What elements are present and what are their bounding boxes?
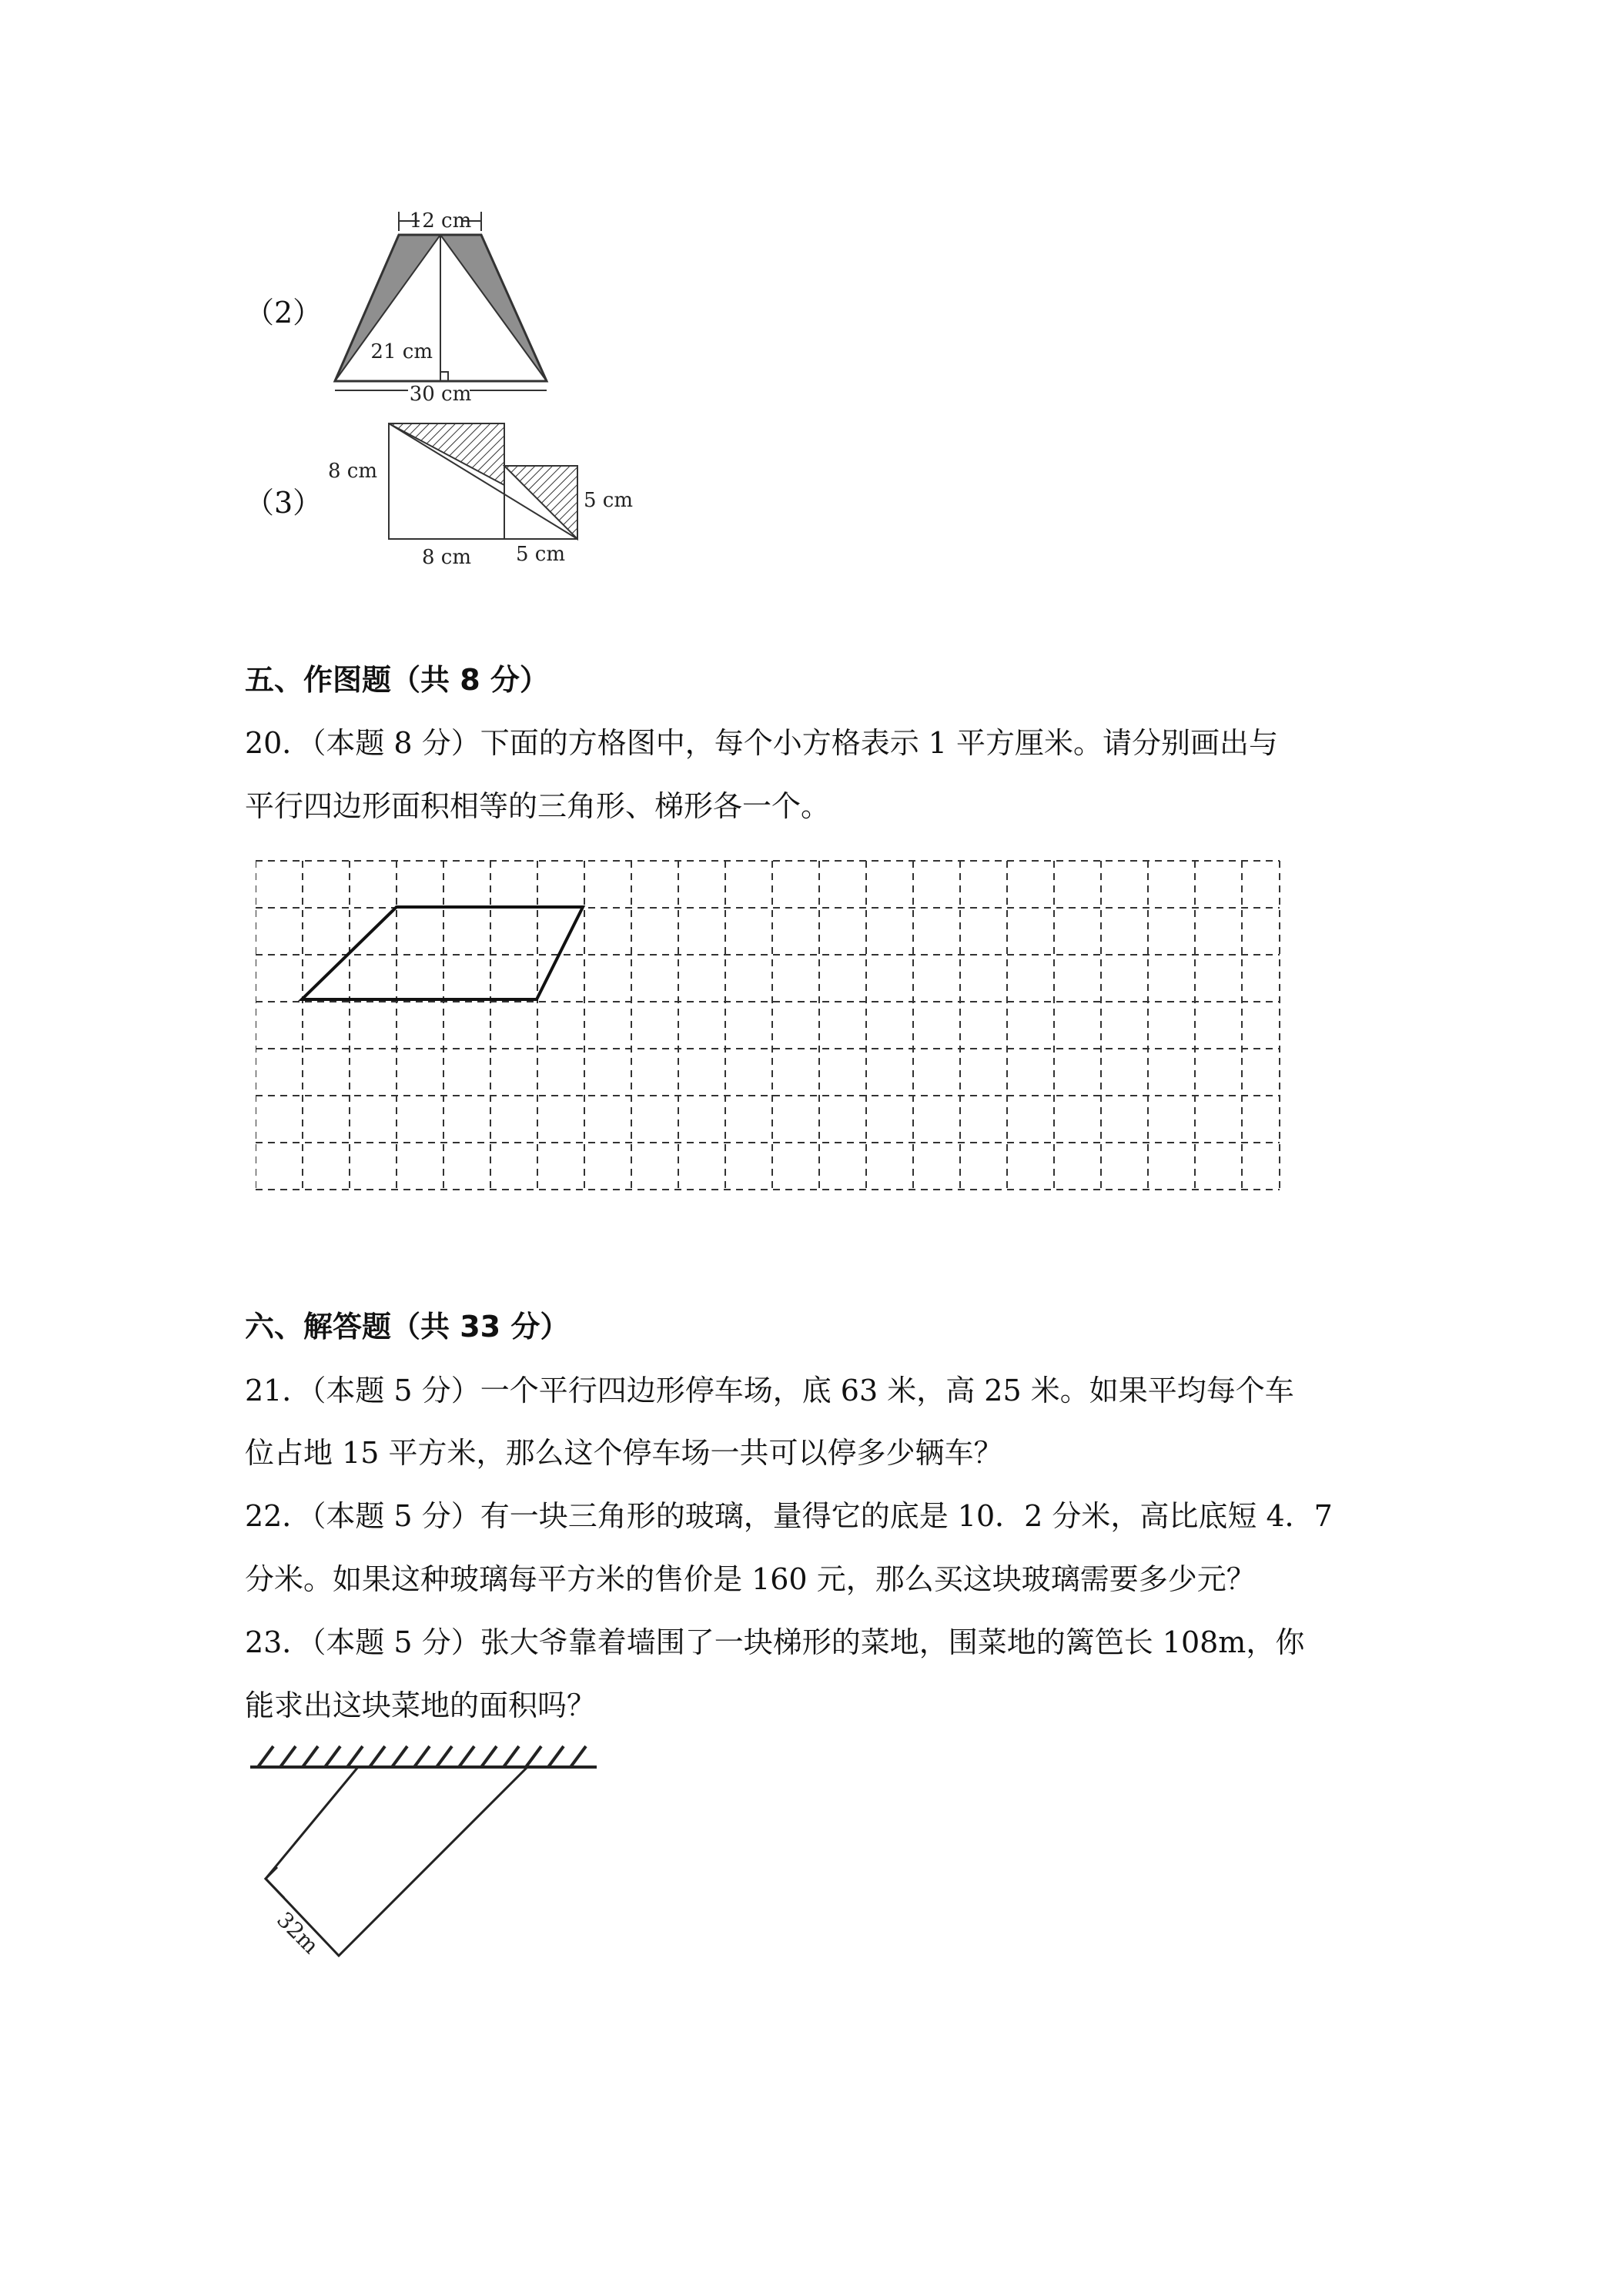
fig2-height-label: 21 cm [370, 340, 433, 363]
question-22-line-1: 22．（本题 5 分）有一块三角形的玻璃，量得它的底是 10．2 分米，高比底短 4．7 [245, 1499, 1333, 1533]
parallelogram [302, 907, 583, 999]
fig2-top-length: 12 cm [409, 209, 472, 233]
wall-hatch-stroke [392, 1746, 407, 1767]
wall-hatch-stroke [437, 1746, 452, 1767]
wall-hatch-stroke [303, 1746, 318, 1767]
wall-hatch-stroke [459, 1746, 474, 1767]
fig3-bottom-right: 5 cm [515, 543, 566, 566]
figure-2-label: （2） [245, 296, 323, 330]
figure-2-trapezoid-diagram [323, 196, 570, 416]
wall-hatch-stroke [347, 1746, 363, 1767]
section-6-heading: 六、解答题（共 33 分） [245, 1310, 570, 1344]
dashed-grid [256, 847, 1334, 1217]
question-22-line-2: 分米。如果这种玻璃每平方米的售价是 160 元，那么买这块玻璃需要多少元？ [245, 1562, 1256, 1596]
question-20-line-2: 平行四边形面积相等的三角形、梯形各一个。 [245, 789, 831, 823]
wall-hatch-stroke [258, 1746, 273, 1767]
figure-3-squares-diagram [323, 416, 647, 570]
garden-trapezoid-diagram [246, 1732, 616, 1963]
hatched-region-large [389, 423, 504, 485]
fig3-bottom-left: 8 cm [421, 546, 472, 569]
question-21-line-1: 21．（本题 5 分）一个平行四边形停车场，底 63 米，高 25 米。如果平均每个车 [245, 1374, 1294, 1407]
fig3-right-side: 5 cm [584, 489, 634, 512]
hatched-region-small [504, 466, 577, 539]
question-23-line-1: 23．（本题 5 分）张大爷靠着墙围了一块梯形的菜地，围菜地的篱笆长 108m，你 [245, 1625, 1305, 1659]
wall-hatch-stroke [548, 1746, 564, 1767]
wall-hatch-stroke [325, 1746, 340, 1767]
fig3-left-side: 8 cm [327, 460, 377, 483]
wall-hatching [258, 1746, 586, 1767]
right-angle-mark [266, 1867, 284, 1898]
wall-hatch-stroke [526, 1746, 541, 1767]
fig-32m-label: 32m [272, 1906, 324, 1959]
wall-hatch-stroke [414, 1746, 430, 1767]
shaded-right-triangle [440, 235, 547, 381]
fig2-base-label: 30 cm [409, 383, 472, 406]
right-angle-mark [440, 372, 448, 381]
section-5-heading: 五、作图题（共 8 分） [245, 663, 549, 697]
question-21-line-2: 位占地 15 平方米，那么这个停车场一共可以停多少辆车？ [245, 1436, 1003, 1470]
figure-3-label: （3） [245, 486, 323, 520]
wall-hatch-stroke [504, 1746, 519, 1767]
question-23-line-2: 能求出这块菜地的面积吗？ [245, 1689, 597, 1722]
wall-hatch-stroke [571, 1746, 586, 1767]
wall-hatch-stroke [280, 1746, 296, 1767]
wall-hatch-stroke [481, 1746, 497, 1767]
wall-hatch-stroke [370, 1746, 385, 1767]
question-20-line-1: 20．（本题 8 分）下面的方格图中，每个小方格表示 1 平方厘米。请分别画出与 [245, 726, 1279, 760]
grid-lines [256, 861, 1280, 1190]
